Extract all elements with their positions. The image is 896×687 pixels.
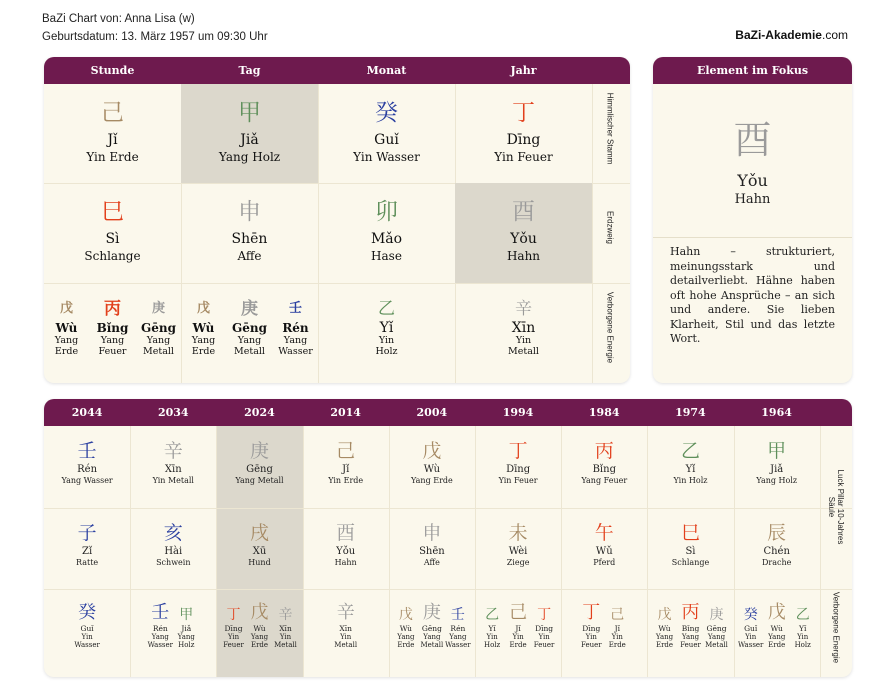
luck-desc: Yang Wasser <box>61 476 113 485</box>
luck-hidden-pinyin: Yǐ <box>488 624 496 633</box>
hidden-polarity: Yin <box>515 335 532 346</box>
hidden-energy[interactable] <box>318 299 455 357</box>
luck-hidden-char: 戊 <box>398 607 413 623</box>
luck-hidden-element: Erde <box>768 641 786 649</box>
hidden-char: 庚 <box>241 299 258 319</box>
luck-hidden-char: 甲 <box>179 607 194 623</box>
hidden-pinyin: Wù <box>55 321 78 335</box>
luck-hidden-element: Metall <box>705 641 728 649</box>
brand-tld: .com <box>821 28 848 42</box>
luck-hidden-pinyin: Wù <box>658 624 671 633</box>
luck-pinyin: Jiǎ <box>770 464 784 475</box>
luck-year-2044: 2044 <box>71 406 103 419</box>
luck-hidden-energy[interactable] <box>652 603 678 649</box>
luck-pinyin: Wèi <box>508 546 528 557</box>
element-desc: Schlange <box>84 249 141 263</box>
hidden-char: 丙 <box>104 299 121 319</box>
hidden-polarity: Yang <box>191 335 216 346</box>
luck-hidden-char: 辛 <box>278 607 293 623</box>
luck-branch[interactable] <box>475 522 561 568</box>
luck-row-divider <box>44 508 852 509</box>
luck-desc: Yin Holz <box>673 476 708 485</box>
luck-hidden-element: Erde <box>655 641 674 649</box>
luck-branch[interactable] <box>303 522 389 568</box>
luck-hidden-pinyin: Rén <box>152 624 168 633</box>
luck-pinyin: Bǐng <box>592 464 616 475</box>
luck-pinyin: Shēn <box>419 546 445 557</box>
luck-char: 己 <box>336 440 356 462</box>
luck-hidden-pinyin: Gēng <box>421 624 442 633</box>
hidden-polarity: Yang <box>100 335 125 346</box>
luck-hidden-element: Metall <box>334 641 358 649</box>
bazi-char: 己 <box>101 100 124 126</box>
hidden-energy[interactable] <box>90 299 136 357</box>
luck-desc: Hahn <box>334 558 357 567</box>
luck-hidden-char: 戊 <box>250 602 269 623</box>
hidden-pinyin: Bǐng <box>96 321 129 335</box>
hidden-pinyin: Gēng <box>141 321 176 335</box>
luck-char: 庚 <box>249 440 269 462</box>
luck-hidden-energy[interactable] <box>704 603 730 649</box>
hidden-energy[interactable] <box>455 299 592 357</box>
focus-divider <box>653 237 852 238</box>
luck-char: 亥 <box>163 522 183 544</box>
element-desc: Yang Holz <box>218 150 281 164</box>
luck-hidden-element: Erde <box>509 641 527 649</box>
luck-hidden-char: 辛 <box>336 602 355 623</box>
hidden-pinyin: Wù <box>192 321 215 335</box>
luck-pinyin: Rén <box>77 464 98 475</box>
luck-hidden-energy[interactable] <box>531 603 557 649</box>
luck-hidden-pinyin: Yǐ <box>799 624 807 633</box>
luck-hidden-element: Metall <box>420 641 444 649</box>
pinyin: Jǐ <box>107 132 118 148</box>
luck-hidden-element: Wasser <box>147 641 174 649</box>
luck-pinyin: Zǐ <box>82 546 93 557</box>
hidden-energy[interactable] <box>136 299 182 357</box>
luck-char: 子 <box>77 522 97 544</box>
luck-hidden-polarity: Yin <box>340 633 352 641</box>
luck-stem[interactable] <box>216 440 302 486</box>
luck-hidden-element: Erde <box>608 641 626 649</box>
luck-hidden-energy[interactable] <box>445 603 471 649</box>
luck-hidden-pinyin: Dīng <box>582 624 601 633</box>
hidden-char: 戊 <box>59 301 73 316</box>
luck-desc: Hund <box>248 558 271 567</box>
luck-hidden-polarity: Yang <box>449 633 467 641</box>
luck-hidden-char: 戊 <box>657 607 672 623</box>
luck-hidden-char: 壬 <box>450 607 465 623</box>
stem-cell[interactable] <box>44 84 181 183</box>
luck-year-1984: 1984 <box>588 406 620 419</box>
stem-cell[interactable] <box>455 84 592 183</box>
luck-desc: Yang Metall <box>235 476 284 485</box>
luck-year-2024: 2024 <box>244 406 275 419</box>
luck-hidden-polarity: Yin <box>745 633 757 641</box>
luck-hidden-element: Feuer <box>580 641 602 649</box>
luck-hidden-char: 戊 <box>767 602 786 623</box>
luck-hidden-polarity: Yin <box>486 633 498 641</box>
luck-hidden-pinyin: Jǐ <box>515 624 521 633</box>
branch-cell[interactable] <box>44 183 181 283</box>
luck-hidden-pinyin: Jiǎ <box>181 624 192 633</box>
bazi-char: 卯 <box>375 199 398 225</box>
luck-pinyin: Wù <box>423 464 441 475</box>
luck-hidden-energy[interactable] <box>247 603 273 649</box>
luck-hidden-energy[interactable] <box>419 603 445 649</box>
brand-logo[interactable] <box>735 28 848 42</box>
hidden-polarity: Yang <box>146 335 171 346</box>
luck-hidden-char: 癸 <box>78 602 97 623</box>
luck-stem[interactable] <box>44 440 130 486</box>
luck-char: 酉 <box>336 522 356 544</box>
luck-hidden-pinyin: Bǐng <box>681 624 700 633</box>
hidden-pinyin: Xīn <box>511 320 536 336</box>
luck-year-2034: 2034 <box>157 406 189 419</box>
hidden-polarity: Yin <box>378 335 395 346</box>
luck-hidden-pinyin: Jǐ <box>614 624 620 633</box>
luck-desc: Schwein <box>156 558 191 567</box>
luck-char: 乙 <box>680 440 700 462</box>
luck-hidden-polarity: Yang <box>655 633 674 641</box>
luck-desc: Yang Feuer <box>581 476 628 485</box>
luck-char: 甲 <box>767 440 787 462</box>
luck-hidden-pinyin: Gēng <box>706 624 727 633</box>
chart-header <box>42 10 268 46</box>
luck-hidden-char: 己 <box>610 607 625 623</box>
brand-name: BaZi-Akademie <box>735 28 822 42</box>
luck-year-1974: 1974 <box>675 406 706 419</box>
luck-hidden-polarity: Yang <box>423 633 441 641</box>
luck-char: 丙 <box>594 440 614 462</box>
luck-hidden-element: Erde <box>250 641 269 649</box>
luck-column-divider <box>820 426 821 677</box>
luck-pinyin: Xīn <box>164 464 182 475</box>
branch-cell[interactable] <box>455 183 592 283</box>
luck-hidden-element: Metall <box>274 641 297 649</box>
luck-char: 巳 <box>680 522 700 544</box>
luck-hidden-energy[interactable] <box>678 603 704 649</box>
luck-char: 丁 <box>508 440 528 462</box>
luck-hidden-pinyin: Wù <box>253 624 266 633</box>
luck-stem[interactable] <box>561 440 647 486</box>
luck-hidden-char: 庚 <box>709 607 724 623</box>
luck-pinyin: Xū <box>252 546 267 557</box>
hidden-char: 壬 <box>288 301 302 316</box>
luck-pinyin: Yǒu <box>336 546 356 557</box>
chart-owner-line: BaZi Chart von: Anna Lisa (w) <box>42 13 195 25</box>
luck-hidden-pinyin: Xīn <box>279 624 292 633</box>
luck-branch[interactable] <box>561 522 647 568</box>
luck-desc: Yin Erde <box>328 476 364 485</box>
luck-desc: Ratte <box>76 558 99 567</box>
luck-hidden-energy[interactable] <box>173 603 199 649</box>
luck-pinyin: Sì <box>685 546 696 557</box>
luck-hidden-energy[interactable] <box>393 603 419 649</box>
hidden-pinyin: Yǐ <box>379 320 394 336</box>
luck-hidden-char: 壬 <box>151 602 170 623</box>
luck-pinyin: Hài <box>164 546 183 557</box>
pillar-header-tag: Tag <box>238 64 261 77</box>
element-desc: Hase <box>371 249 402 263</box>
column-divider <box>592 84 593 383</box>
focus-animal: Hahn <box>734 192 771 207</box>
bazi-char: 申 <box>238 199 261 225</box>
luck-pinyin: Yǐ <box>685 464 696 475</box>
luck-hidden-element: Wasser <box>737 641 764 649</box>
luck-char: 戊 <box>422 440 442 462</box>
hidden-pinyin: Rén <box>282 321 309 335</box>
hidden-polarity: Yang <box>237 335 262 346</box>
luck-hidden-char: 己 <box>509 602 528 623</box>
bazi-char: 巳 <box>101 199 124 225</box>
luck-pinyin: Jǐ <box>342 464 350 475</box>
luck-char: 未 <box>508 522 528 544</box>
luck-branch[interactable] <box>647 522 733 568</box>
luck-year-1964: 1964 <box>761 406 792 419</box>
pinyin: Guǐ <box>374 132 399 148</box>
hidden-energy[interactable] <box>44 299 90 357</box>
bazi-char: 酉 <box>512 199 535 225</box>
luck-hidden-energy[interactable] <box>147 603 173 649</box>
luck-stem[interactable] <box>647 440 733 486</box>
pinyin: Shēn <box>231 231 268 247</box>
luck-hidden-polarity: Yin <box>81 633 93 641</box>
luck-hidden-pinyin: Dīng <box>535 624 554 633</box>
luck-side-label-pillar: Luck Pillar 10-Jahres Säule <box>826 469 845 544</box>
luck-hidden-pinyin: Wù <box>399 624 413 633</box>
luck-hidden-energy[interactable] <box>479 603 505 649</box>
luck-stem[interactable] <box>475 440 561 486</box>
hidden-char: 戊 <box>196 301 210 316</box>
luck-hidden-energy[interactable] <box>738 603 764 649</box>
pinyin: Dīng <box>506 132 541 148</box>
element-desc: Hahn <box>506 249 541 263</box>
luck-char: 辰 <box>767 522 787 544</box>
luck-hidden-energy[interactable] <box>790 603 816 649</box>
luck-char: 戌 <box>249 522 269 544</box>
luck-hidden-polarity: Yin <box>512 633 524 641</box>
luck-desc: Yang Erde <box>411 476 453 485</box>
luck-desc: Yin Metall <box>152 476 194 485</box>
hidden-element: Holz <box>375 346 398 357</box>
luck-pinyin: Chén <box>763 546 790 557</box>
luck-branch[interactable] <box>216 522 302 568</box>
luck-char: 壬 <box>77 440 97 462</box>
hidden-char: 乙 <box>378 299 395 319</box>
luck-char: 辛 <box>163 440 183 462</box>
luck-hidden-char: 乙 <box>485 607 500 623</box>
luck-hidden-element: Holz <box>483 641 501 649</box>
luck-hidden-element: Wasser <box>445 641 471 649</box>
luck-hidden-element: Feuer <box>533 641 555 649</box>
luck-hidden-element: Feuer <box>223 641 244 649</box>
luck-year-2004: 2004 <box>416 406 448 419</box>
hidden-element: Metall <box>143 346 174 357</box>
hidden-energy[interactable] <box>227 299 273 357</box>
luck-hidden-pinyin: Rén <box>450 624 466 633</box>
pillar-header-monat: Monat <box>366 64 407 77</box>
luck-hidden-energy[interactable] <box>303 603 389 649</box>
luck-hidden-polarity: Yang <box>151 633 169 641</box>
luck-hidden-polarity: Yin <box>611 633 623 641</box>
focus-title: Element im Fokus <box>696 64 809 77</box>
luck-hidden-polarity: Yang <box>707 633 726 641</box>
side-label-hidden: Verborgene Energie <box>605 291 615 364</box>
luck-hidden-element: Holz <box>178 641 195 649</box>
focus-char: 酉 <box>733 118 772 162</box>
focus-header-bar <box>653 57 852 84</box>
side-label-stem: Himmlischer Stamm <box>605 92 615 164</box>
luck-hidden-pinyin: Xīn <box>339 624 352 633</box>
luck-desc: Pferd <box>593 558 616 567</box>
hidden-element: Metall <box>508 346 539 357</box>
branch-cell[interactable] <box>181 183 318 283</box>
hidden-element: Feuer <box>98 346 127 357</box>
luck-hidden-pinyin: Guǐ <box>744 624 758 633</box>
hidden-pinyin: Gēng <box>232 321 267 335</box>
hidden-polarity: Yang <box>54 335 79 346</box>
luck-hidden-pinyin: Wù <box>770 624 783 633</box>
birth-date-line: Geburtsdatum: 13. März 1957 um 09:30 Uhr <box>42 31 268 43</box>
element-desc: Yin Feuer <box>494 150 553 164</box>
luck-hidden-energy[interactable] <box>604 603 630 649</box>
pinyin: Mǎo <box>370 231 403 247</box>
bazi-char: 丁 <box>512 100 535 126</box>
focus-pinyin: Yǒu <box>737 171 768 190</box>
luck-branch[interactable] <box>44 522 130 568</box>
focus-card <box>653 57 852 383</box>
luck-hidden-element: Feuer <box>680 641 701 649</box>
pinyin: Jiǎ <box>240 132 259 148</box>
luck-hidden-element: Erde <box>397 641 415 649</box>
hidden-char: 辛 <box>515 299 532 319</box>
branch-cell[interactable] <box>318 183 455 283</box>
luck-hidden-polarity: Yang <box>681 633 700 641</box>
luck-hidden-char: 丙 <box>681 602 700 623</box>
luck-hidden-char: 丁 <box>537 607 552 623</box>
luck-branch[interactable] <box>130 522 216 568</box>
luck-hidden-char: 丁 <box>582 602 601 623</box>
luck-row-divider <box>44 589 852 590</box>
pillar-header-stunde: Stunde <box>90 64 135 77</box>
luck-hidden-pinyin: Dīng <box>224 624 243 633</box>
pillar-header-jahr: Jahr <box>510 64 537 77</box>
luck-hidden-energy[interactable] <box>764 603 790 649</box>
luck-year-1994: 1994 <box>502 406 534 419</box>
luck-hidden-polarity: Yin <box>227 633 240 641</box>
luck-desc: Ziege <box>506 558 530 567</box>
stem-cell[interactable] <box>318 84 455 183</box>
luck-hidden-char: 丁 <box>226 607 241 623</box>
luck-hidden-polarity: Yin <box>797 633 809 641</box>
luck-hidden-energy[interactable] <box>44 603 130 649</box>
luck-desc: Schlange <box>671 558 710 567</box>
luck-desc: Yang Holz <box>756 476 798 485</box>
hidden-element: Erde <box>191 346 216 357</box>
hidden-energy[interactable] <box>273 299 319 357</box>
luck-pinyin: Wǔ <box>595 546 613 557</box>
element-desc: Affe <box>237 249 262 263</box>
luck-stem[interactable] <box>734 440 820 486</box>
element-desc: Yin Erde <box>86 150 139 164</box>
stem-cell[interactable] <box>181 84 318 183</box>
luck-hidden-element: Wasser <box>74 641 100 649</box>
bazi-char: 癸 <box>375 100 398 126</box>
luck-branch[interactable] <box>389 522 475 568</box>
hidden-element: Wasser <box>278 346 313 357</box>
luck-char: 申 <box>422 522 442 544</box>
luck-pinyin: Dīng <box>506 464 531 475</box>
luck-hidden-polarity: Yin <box>585 633 597 641</box>
luck-hidden-polarity: Yang <box>397 633 415 641</box>
luck-hidden-element: Holz <box>794 641 811 649</box>
element-desc: Yin Wasser <box>353 150 420 164</box>
luck-stem[interactable] <box>389 440 475 486</box>
luck-char: 午 <box>594 522 614 544</box>
luck-pillars-card <box>44 399 852 677</box>
pinyin: Yǒu <box>510 231 537 247</box>
luck-hidden-polarity: Yin <box>538 633 550 641</box>
luck-hidden-polarity: Yang <box>250 633 269 641</box>
hidden-energy[interactable] <box>181 299 227 357</box>
luck-side-label-hidden: Verborgene Energie <box>831 591 841 664</box>
luck-hidden-polarity: Yang <box>768 633 786 641</box>
hidden-polarity: Yang <box>283 335 308 346</box>
luck-hidden-char: 庚 <box>422 602 441 623</box>
luck-pinyin: Gēng <box>246 464 273 475</box>
luck-stem[interactable] <box>303 440 389 486</box>
luck-hidden-energy[interactable] <box>273 603 299 649</box>
luck-hidden-polarity: Yin <box>279 633 292 641</box>
luck-hidden-energy[interactable] <box>505 603 531 649</box>
luck-hidden-char: 癸 <box>743 607 758 623</box>
luck-desc: Affe <box>423 558 440 567</box>
luck-desc: Yin Feuer <box>498 476 538 485</box>
luck-hidden-energy[interactable] <box>221 603 247 649</box>
pinyin: Sì <box>105 231 120 247</box>
hidden-element: Erde <box>54 346 79 357</box>
luck-desc: Drache <box>762 558 792 567</box>
luck-hidden-pinyin: Guǐ <box>80 624 94 633</box>
luck-hidden-energy[interactable] <box>578 603 604 649</box>
luck-branch[interactable] <box>734 522 820 568</box>
luck-year-2014: 2014 <box>330 406 361 419</box>
hidden-element: Metall <box>234 346 265 357</box>
bazi-chart-card <box>44 57 630 383</box>
focus-description: Hahn – strukturiert, meinungsstark und detailverliebt. Hähne haben oft hohe Ansprüche – an sich und andere. Sie lieben Klarheit, Stil und das letzte Wort. <box>670 245 835 345</box>
side-label-branch: Erdzweig <box>605 211 615 244</box>
luck-hidden-char: 乙 <box>795 607 810 623</box>
luck-years-bar <box>44 399 852 426</box>
luck-stem[interactable] <box>130 440 216 486</box>
luck-hidden-polarity: Yang <box>177 633 195 641</box>
row-divider <box>44 283 630 284</box>
pillar-header-bar <box>44 57 630 84</box>
bazi-char: 甲 <box>238 100 261 126</box>
hidden-char: 庚 <box>151 301 165 316</box>
